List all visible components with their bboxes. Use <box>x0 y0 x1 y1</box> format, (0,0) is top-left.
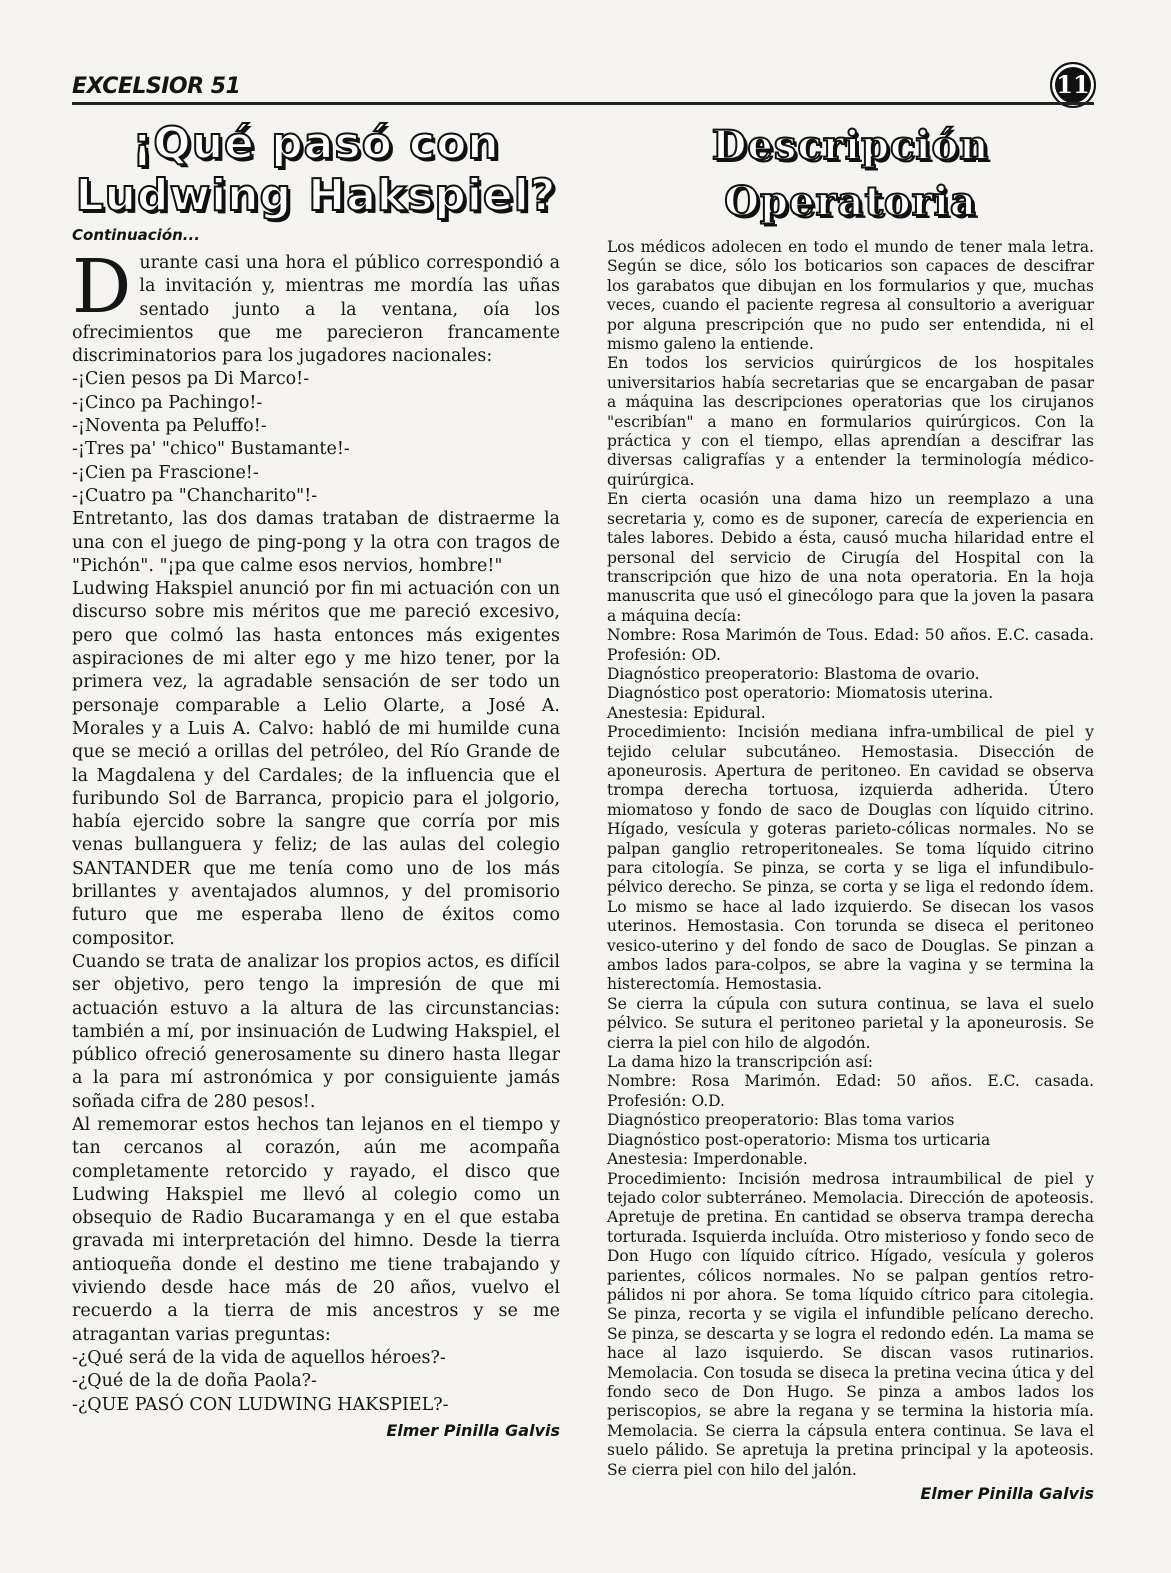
paragraph: -¿Qué será de la vida de aquellos héroes?- <box>72 1347 446 1368</box>
paragraph-text: urante casi una hora el público correspondió a la invitación y, mientras me mordía las uñas sentado junto a la ventana, oía los ofrecimientos que me parecieron francamente discriminatorios para los jugadores nacionales: <box>72 253 560 367</box>
paragraph: En cierta ocasión una dama hizo un reemplazo a una secretaria y, como es de suponer, carecía de experiencia en tales labores. Debido a ésta, causó mucha hilaridad entre el personal del servicio de Cirugía del Hospital con la transcripción que hizo de una nota operatoria. En la hoja manuscrita que usó el ginecólogo para que la joven la pasara a máquina decía: <box>607 490 1094 625</box>
paragraph: Anestesia: Epidural. <box>607 703 766 722</box>
paragraph: Nombre: Rosa Marimón de Tous. Edad: 50 años. E.C. casada. Profesión: OD. <box>607 626 1094 664</box>
author-signature: Elmer Pinilla Galvis <box>386 1420 560 1440</box>
paragraph: Diagnóstico post operatorio: Miomatosis uterina. <box>607 684 994 703</box>
header-rule <box>72 102 1094 105</box>
paragraph: Cuando se trata de analizar los propios actos, es difícil ser objetivo, pero tengo la impresión de que mi actuación estuvo a la altura de las circunstancias: también a mí, por insinuación de Ludwing Hakspiel, el público ofreció generosamente su dinero hasta llegar a la para mí astronómica y por consiguiente jamás soñada cifra de 280 pesos!. <box>72 951 560 1112</box>
drop-cap: D <box>72 244 132 330</box>
paragraph: -¡Noventa pa Peluffo!- <box>72 416 267 437</box>
paragraph: En todos los servicios quirúrgicos de los hospitales universitarios había secretarias que se encargaban de pasar a máquina las descripciones operatorias que los cirujanos "escribían" a mano en formularios quirúrgicos. Con la práctica y con el tiempo, ellas aprendían a descifrar las diversas caligrafías y a entender la terminología médico-quirúrgica. <box>607 354 1094 489</box>
paragraph: -¿QUE PASÓ CON LUDWING HAKSPIEL?- <box>72 1394 449 1415</box>
headline-line-1: ¡Qué pasó con <box>132 118 500 169</box>
article-right-headline: Descripción Operatoria <box>711 122 990 225</box>
paragraph: Ludwing Hakspiel anunció por fin mi actuación con un discurso sobre mis méritos que me pareció excesivo, pero que colmó las hasta entonces más exigentes aspiraciones de mi alter ego y me hizo tener, por la primera vez, la agradable sensación de ser todo un personaje comparable a Lelio Olarte, a José A. Morales y a Luis A. Calvo: habló de mi humilde cuna que se meció a orillas del petróleo, del Río Grande de la Magdalena y del Cardales; de la influencia que el furibundo Sol de Barranca, propicio para el jolgorio, había ejercido sobre la sangre que corría por mis venas bullanguera y feliz; de las aulas del colegio SANTANDER que me tenía como uno de los más brillantes y aventajados alumnos, y del promisorio futuro que me esperaba lleno de éxitos como compositor. <box>72 579 560 949</box>
article-left-body <box>72 244 560 1417</box>
paragraph: Procedimiento: Incisión medrosa intraumbilical de piel y tejado color subterráneo. Memolacia. Dirección de apoteosis. Apretuje de pretina. En cantidad se observa trampa derecha torturada. Isquierda incluída. Otro misterioso y fondo seco de Don Hugo con líquido cítrico. Hígado, vesícula y goleros parientes, cólicos normales. No se palpan gentíos retro-pálidos ni por ahora. Se toma líquido cítrico para citolegia. Se pinza, recorta y se vigila el infundible pelícano derecho. Se pinza, se descarta y se logra el redondo edén. La mama se hace al lazo isquierdo. Se discan vasos rutinarios. Memolacia. Con tosuda se diseca la pretina vecina útica y del fondo seco de Don Hugo. Se pinza a ambos lados los periscopios, se abre la regana y se termina la historia mía. Memolacia. Se cierra la cápsula entera continua. Se lava el suelo pálido. Se apretuja la pretina principal y la apoteosis. Se cierra piel con hilo del jalón. <box>607 1169 1094 1479</box>
magazine-title: EXCELSIOR 51 <box>72 74 241 99</box>
paragraph: Procedimiento: Incisión mediana infra-umbilical de piel y tejido celular subcutáneo. Hemostasia. Disección de aponeurosis. Apertura de peritoneo. En cavidad se observa trompa derecha tortuosa, izquierda adherida. Útero miomatoso y fondo de saco de Douglas con líquido citrino. Hígado, vesícula y goteras parieto-cólicas normales. No se palpan ganglio retroperitoneales. Se toma líquido citrino para citología. Se pinza, se corta y se liga el infundibulo-pélvico derecho. Se pinza, se corta y se liga el redondo ídem. Lo mismo se hace al lado izquierdo. Se disecan los vasos uterinos. Hemostasia. Con torunda se diseca el peritoneo vesico-uterino y del fondo de saco de Douglas. Se pinzan a ambos lados para-colpos, se abre la vagina y se termina la histerectomía. Hemostasia. <box>607 723 1094 994</box>
paragraph: Diagnóstico preoperatorio: Blas toma varios <box>607 1111 955 1130</box>
paragraph: Nombre: Rosa Marimón. Edad: 50 años. E.C. casada. Profesión: O.D. <box>607 1072 1094 1110</box>
article-subtitle: Continuación... <box>72 226 200 244</box>
article-left-column <box>72 112 560 1440</box>
paragraph <box>72 244 560 368</box>
article-right-body <box>607 238 1094 1480</box>
article-right-column <box>607 112 1094 1503</box>
paragraph: Los médicos adolecen en todo el mundo de tener mala letra. Según se dice, sólo los boticarios son capaces de descifrar los garabatos que dibujan en los formularios y que, muchas veces, cuando el paciente regresa al consultorio a averiguar por alguna prescripción que no pudo ser entendida, ni el mismo galeno la entiende. <box>607 238 1094 354</box>
headline-line-2: Ludwing Hakspiel? <box>75 170 557 221</box>
paragraph: Se cierra la cúpula con sutura continua, se lava el suelo pélvico. Se sutura el peritoneo parietal y la aponeurosis. Se cierra la piel con hilo de algodón. <box>607 994 1094 1052</box>
paragraph: -¡Cien pa Frascione!- <box>72 462 259 483</box>
paragraph: -¡Cinco pa Pachingo!- <box>72 392 263 413</box>
paragraph: Anestesia: Imperdonable. <box>607 1150 808 1169</box>
paragraph: Entretanto, las dos damas trataban de distraerme la una con el juego de ping-pong y la otra con tragos de "Pichón". "¡pa que calme esos nervios, hombre!" <box>72 509 560 576</box>
paragraph: Al rememorar estos hechos tan lejanos en el tiempo y tan cercanos al corazón, aún me acompaña completamente retorcido y rayado, el disco que Ludwing Hakspiel me llevó al colegio como un obsequio de Radio Bucaramanga y en el que estaba gravada mi interpretación del himno. Desde la tierra antioqueña donde el destino me tiene trabajando y viviendo desde hace más de 20 años, vuelvo el recuerdo a la tierra de mis ancestros y se me atragantan varias preguntas: <box>72 1114 560 1345</box>
paragraph: -¿Qué de la de doña Paola?- <box>72 1371 317 1392</box>
paragraph: La dama hizo la transcripción así: <box>607 1053 874 1072</box>
page-number-badge: 11 <box>1050 62 1096 108</box>
article-left-headline <box>72 118 560 222</box>
paragraph: Diagnóstico preoperatorio: Blastoma de ovario. <box>607 664 980 683</box>
paragraph: -¡Cien pesos pa Di Marco!- <box>72 369 310 390</box>
paragraph: Diagnóstico post-operatorio: Misma tos urticaria <box>607 1130 991 1149</box>
author-signature: Elmer Pinilla Galvis <box>920 1484 1094 1503</box>
paragraph: -¡Tres pa' "chico" Bustamante!- <box>72 439 350 460</box>
paragraph: -¡Cuatro pa "Chancharito"!- <box>72 485 318 506</box>
